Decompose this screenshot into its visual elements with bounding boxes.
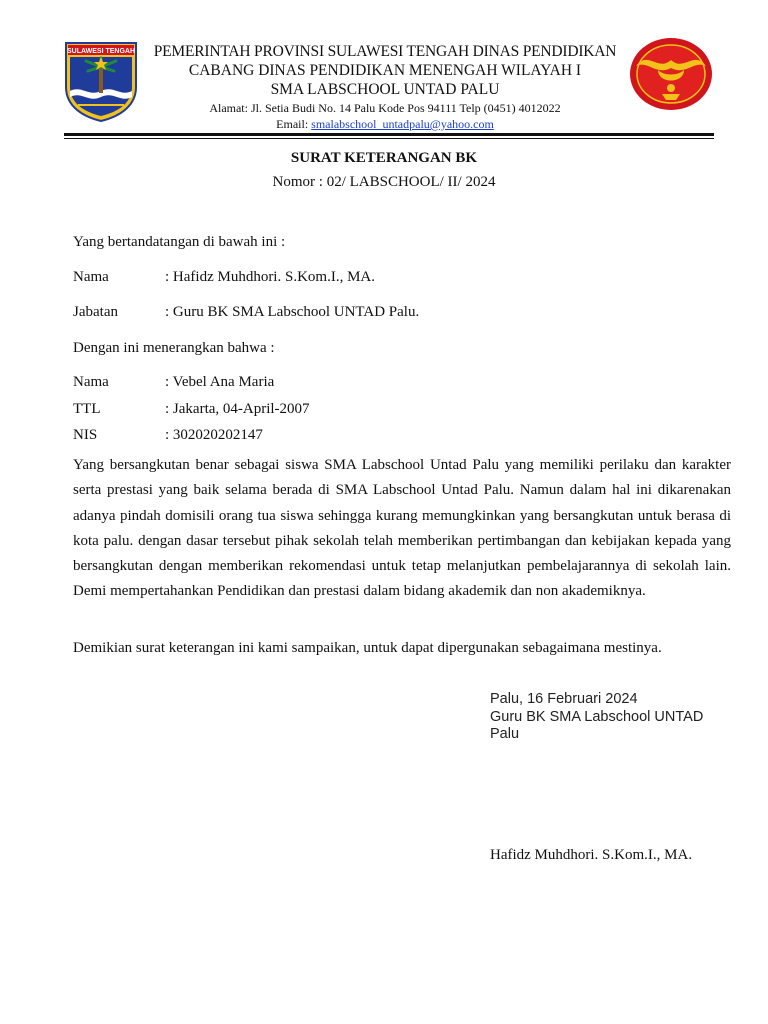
statement-intro: Dengan ini menerangkan bahwa :	[73, 340, 275, 356]
student-birth-label: TTL	[73, 401, 101, 417]
body-paragraph: Yang bersangkutan benar sebagai siswa SMA Labschool Untad Palu yang memiliki perilaku dan karakter serta prestasi yang baik selama berada di SMA Labschool Untad Palu. Namun dalam hal ini dikarenakan adanya pindah domisili orang tua siswa sehingga kurang memungkinkan yang bersangkutan untuk berasa di kota palu. dengan dasar tersebut pihak sekolah telah memberikan pertimbangan dan kebijakan kepada yang bersangkutan dengan memberikan rekomendasi untuk tetap melanjutkan pembelajarannya di sekolah lain. Demi mempertahankan Pendidikan dan prestasi dalam bidang akademik dan non akademiknya.	[73, 457, 731, 600]
letterhead-school-name: SMA LABSCHOOL UNTAD PALU	[270, 81, 500, 98]
sulawesi-tengah-emblem-icon	[64, 41, 138, 123]
signer-position-value: : Guru BK SMA Labschool UNTAD Palu.	[165, 304, 420, 320]
emblem-label: SULAWESI TENGAH	[66, 48, 136, 55]
intro-text: Yang bertandatangan di bawah ini :	[73, 234, 286, 250]
signature-name: Hafidz Muhdhori. S.Kom.I., MA.	[490, 847, 693, 863]
signature-place-date: Palu, 16 Februari 2024	[490, 691, 638, 707]
student-nis-value: : 302020202147	[165, 427, 263, 443]
signature-position-line-2: Palu	[490, 726, 520, 742]
letterhead-line-1: PEMERINTAH PROVINSI SULAWESI TENGAH DINAS PENDIDIKAN	[153, 43, 617, 60]
letterhead-address: Alamat: Jl. Setia Budi No. 14 Palu Kode Pos 94111 Telp (0451) 4012022	[209, 101, 561, 115]
email-link[interactable]: smalabschool_untadpalu@yahoo.com	[311, 117, 494, 131]
letter-title: SURAT KETERANGAN BK	[290, 150, 478, 166]
letterhead-line-2: CABANG DINAS PENDIDIKAN MENENGAH WILAYAH I	[188, 62, 582, 79]
signature-position-line-1: Guru BK SMA Labschool UNTAD	[490, 709, 704, 725]
signer-name-value: : Hafidz Muhdhori. S.Kom.I., MA.	[165, 269, 375, 285]
student-name-value: : Vebel Ana Maria	[165, 374, 275, 390]
student-birth-value: : Jakarta, 04-April-2007	[165, 401, 310, 417]
student-nis-label: NIS	[73, 427, 98, 443]
letter-number: Nomor : 02/ LABSCHOOL/ II/ 2024	[272, 174, 496, 190]
letterhead-email-line	[140, 117, 630, 132]
email-label: Email:	[276, 117, 312, 131]
letterhead-divider-thick	[64, 133, 714, 136]
closing-text: Demikian surat keterangan ini kami sampaikan, untuk dapat dipergunakan sebagaimana mestinya.	[73, 640, 662, 656]
student-name-label: Nama	[73, 374, 109, 390]
signer-name-label: Nama	[73, 269, 109, 285]
untad-emblem-icon	[628, 36, 714, 112]
letterhead-divider-thin	[64, 138, 714, 139]
signer-position-label: Jabatan	[73, 304, 118, 320]
